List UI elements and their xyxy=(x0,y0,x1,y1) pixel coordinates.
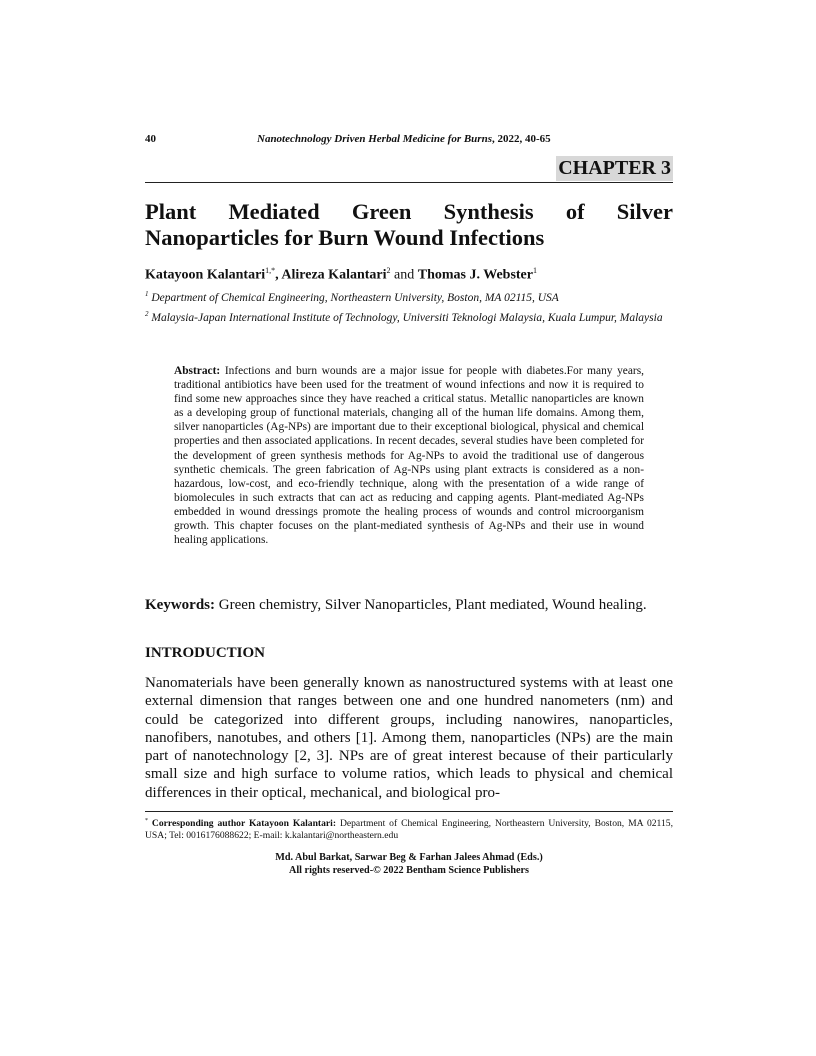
rights-line: All rights reserved-© 2022 Bentham Science Publishers xyxy=(288,864,530,876)
keywords xyxy=(145,596,673,614)
journal-info: , 2022, 40-65 xyxy=(491,133,551,145)
title-line-1 xyxy=(145,199,673,225)
keywords-label: Keywords: xyxy=(145,597,215,613)
publisher-info xyxy=(145,852,673,877)
title-word: Silver xyxy=(616,199,673,224)
footnote-marker: * xyxy=(145,818,148,824)
title-word: Plant xyxy=(145,199,197,224)
affiliation-mark: 2 xyxy=(145,310,149,318)
page-number: 40 xyxy=(145,133,156,145)
affiliation-text: Department of Chemical Engineering, Northeastern University, Boston, MA 02115, USA xyxy=(151,291,559,304)
title-line-2: Nanoparticles for Burn Wound Infections xyxy=(145,225,545,250)
keywords-text: Green chemistry, Silver Nanoparticles, Plant mediated, Wound healing. xyxy=(218,597,647,613)
author-name: Alireza Kalantari xyxy=(281,267,387,283)
chapter-banner xyxy=(145,156,673,183)
corresponding-author-footnote xyxy=(145,815,673,842)
section-heading: INTRODUCTION xyxy=(145,645,266,661)
title-word: of xyxy=(565,199,585,224)
footnote-divider xyxy=(145,811,673,812)
abstract xyxy=(174,364,644,547)
paper-title xyxy=(145,199,673,251)
author-conjunction: and xyxy=(394,267,415,283)
editors-line: Md. Abul Barkat, Sarwar Beg & Farhan Jalees Ahmad (Eds.) xyxy=(275,852,543,863)
author-affiliation-mark: 2 xyxy=(386,266,391,275)
journal-citation xyxy=(257,133,551,145)
affiliation-text: Malaysia-Japan International Institute of Technology, Universiti Teknologi Malaysia, Kuala Lumpur, Malaysia xyxy=(151,311,663,324)
title-word: Green xyxy=(351,199,412,224)
journal-title: Nanotechnology Driven Herbal Medicine for Burns xyxy=(257,133,492,145)
footnote-label: Corresponding author Katayoon Kalantari: xyxy=(151,818,337,830)
author-list: Katayoon Kalantari$^{1,*}$, Alireza Kalantari$^2$ and Thomas J. Webster$^1$ xyxy=(145,266,537,283)
author-affiliation-mark: 1,* xyxy=(265,266,276,275)
introduction-paragraph: Nanomaterials have been generally known as nanostructured systems with at least one external dimension that ranges between one and one hundred nanometers (nm) and could be categorized into different groups, including nanowires, nanoparticles, nanofibers, nanotubes, and others [1]. Among them, nanoparticles (NPs) are the main part of nanotechnology [2, 3]. NPs are of great interest because of their particularly small size and high surface to volume ratios, which leads to physical and chemical differences in their optical, mechanical, and biological pro- xyxy=(145,675,673,801)
affiliation-1 xyxy=(145,286,673,306)
chapter-label: CHAPTER 3 xyxy=(558,157,671,179)
title-word: Synthesis xyxy=(443,199,534,224)
footnote-text: Department of Chemical Engineering, Northeastern University, Boston, MA 02115, USA; Tel: 0016176088622; E-mail: k.kalantari@northeastern.edu xyxy=(145,818,673,842)
title-word: Mediated xyxy=(228,199,320,224)
author-name: Thomas J. Webster xyxy=(417,267,533,283)
abstract-label: Abstract: xyxy=(174,365,221,377)
abstract-text: Infections and burn wounds are a major issue for people with diabetes.For many years, traditional antibiotics have been used for the treatment of wound infections and now it is required to find some new approaches since they have reached a critical status. Metallic nanoparticles are known as a developing group of functional materials, changing all of the human life domains. Among them, silver nanoparticles (Ag-NPs) are important due to their exceptional biological, physical and chemical properties and then associated applications. In recent decades, several studies have been completed for the development of green synthesis methods for Ag-NPs to avoid the traditional use of dangerous synthetic chemicals. The green fabrication of Ag-NPs using plant extracts is considered as a non-hazardous, low-cost, and eco-friendly technique, along with the presentation of a wide range of biomolecules in such extracts that can act as reducing and capping agents. Plant-mediated Ag-NPs embedded in wound dressings promote the healing process of wounds and control microorganism growth. This chapter focuses on the plant-mediated synthesis of Ag-NPs and their use in wound healing applications. xyxy=(174,365,644,547)
author-affiliation-mark: 1 xyxy=(532,266,537,275)
affiliation-mark: 1 xyxy=(145,290,149,298)
author-name: Katayoon Kalantari xyxy=(145,267,266,283)
affiliation-2 xyxy=(145,306,673,326)
